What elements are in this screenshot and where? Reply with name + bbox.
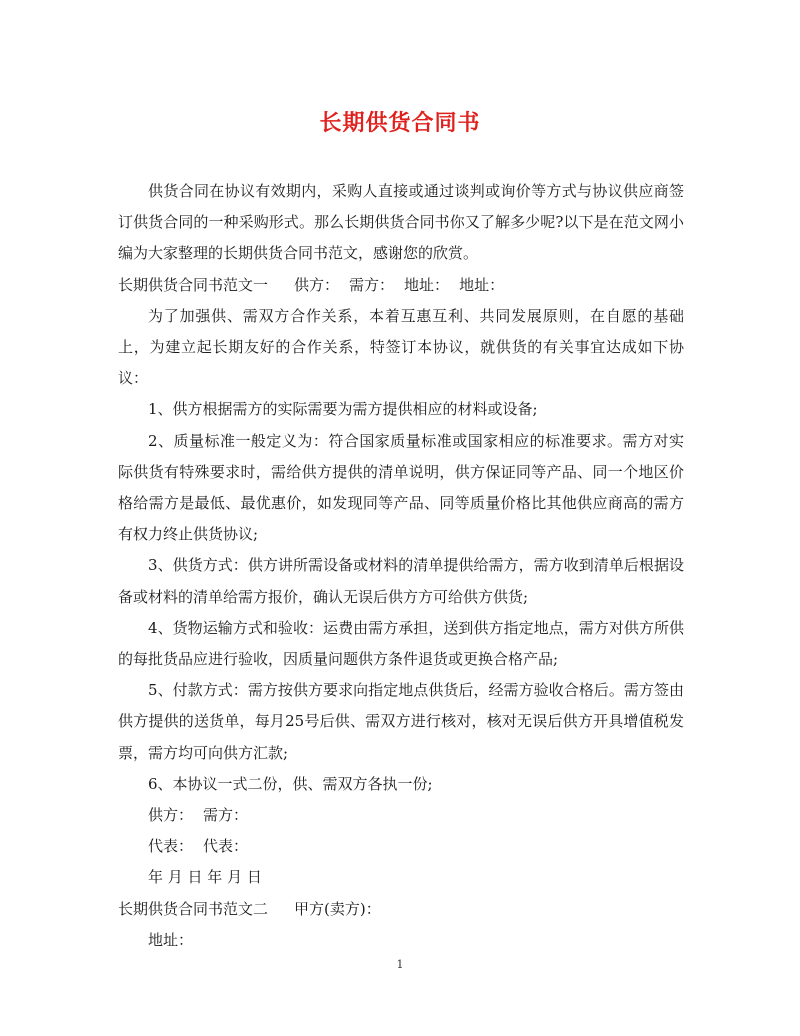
document-title: 长期供货合同书 <box>319 110 481 136</box>
signature-buyer: 需方： <box>203 806 249 825</box>
preamble-paragraph: 为了加强供、需双方合作关系，本着互惠互利、共同发展原则，在自愿的基础上，为建立起长期友好的合作关系，特签订本协议，就供货的有关事宜达成如下协议： <box>118 306 684 388</box>
signature-rep-1: 代表： <box>148 837 194 856</box>
sample2-heading: 长期供货合同书范文二 <box>118 899 269 918</box>
signature-date: 年 月 日 年 月 日 <box>148 868 262 887</box>
intro-paragraph: 供货合同在协议有效期内，采购人直接或通过谈判或询价等方式与协议供应商签订供货合同的一种采购形式。那么长期供货合同书你又了解多少呢?以下是在范文网小编为大家整理的长期供货合同书范文，感谢您的欣赏。 <box>118 182 684 263</box>
sample2-heading-line <box>118 894 684 925</box>
sample1-heading: 长期供货合同书范文一 <box>118 275 269 294</box>
address-label-2: 地址： <box>459 275 505 294</box>
buyer-label: 需方： <box>349 275 395 294</box>
page-number: 1 <box>396 958 404 971</box>
clause-5: 5、付款方式：需方按供方要求向指定地点供货后，经需方验收合格后。需方签由供方提供的送货单，每月25号后供、需双方进行核对，核对无误后供方开具增值税发票，需方均可向供方汇款; <box>118 681 684 762</box>
party-a-label: 甲方(卖方)： <box>294 899 381 918</box>
sample1-heading-line <box>118 270 684 301</box>
signature-supplier: 供方： <box>148 806 194 825</box>
signature-representatives <box>118 831 684 862</box>
signature-rep-2: 代表： <box>203 837 249 856</box>
clause-3: 3、供货方式：供方讲所需设备或材料的清单提供给需方，需方收到清单后根据设备或材料的清单给需方报价，确认无误后供方方可给供方供货; <box>118 556 684 606</box>
clause-1: 1、供方根据需方的实际需要为需方提供相应的材料或设备; <box>148 400 538 419</box>
document-body <box>118 176 684 956</box>
sample2-address: 地址： <box>148 930 194 949</box>
clause-4: 4、货物运输方式和验收：运费由需方承担，送到供方指定地点，需方对供方所供的每批货品应进行验收，因质量问题供方条件退货或更换合格产品; <box>118 618 684 669</box>
supplier-label: 供方： <box>294 275 340 294</box>
signature-parties <box>118 800 684 831</box>
clause-6: 6、本协议一式二份，供、需双方各执一份; <box>148 774 433 793</box>
clause-2: 2、质量标准一般定义为：符合国家质量标准或国家相应的标准要求。需方对实 际供货有特殊要求时，需给供方提供的清单说明，供方保证同等产品、同一个地区价格给需方是最低、最优惠价，如发现同等产品、同等质量价格比其他供应商高的需方有权力终止供货协议; <box>118 431 684 544</box>
address-label-1: 地址： <box>404 275 450 294</box>
